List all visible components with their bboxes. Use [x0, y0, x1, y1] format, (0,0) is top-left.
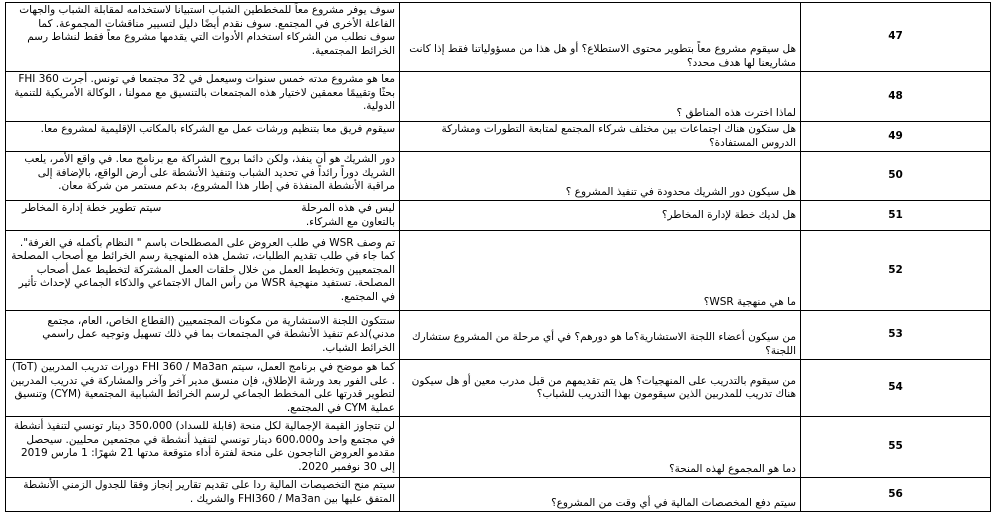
row-number: 55: [801, 417, 991, 478]
row-number: 48: [801, 72, 991, 122]
question-cell: هل لديك خطة لإدارة المخاطر؟: [400, 201, 801, 231]
table-row: [6, 311, 991, 360]
question-cell: لماذا اخترت هذه المناطق ؟: [400, 72, 801, 122]
table-row: [6, 201, 991, 231]
answer-lead: ليس في هذه المرحلة: [301, 202, 395, 214]
question-cell: من سيكون أعضاء اللجنة الاستشارية؟ما هو دورهم؟ في أي مرحلة من المشروع ستشارك اللجنة؟: [400, 311, 801, 360]
row-number: 52: [801, 231, 991, 311]
row-number: 56: [801, 478, 991, 512]
answer-cell: دور الشريك هو أن ينفذ، ولكن دائما بروح الشراكة مع برنامج معا. في واقع الأمر، يلعب الشريك دوراً رائداً في تحديد الشباب وتنفيذ الأنشطة على أرض الواقع، بالإضافة إلى مراقبة الأنشطة المنفذة في إطار هذا المشروع، بدعم مستمر من شركة معان.: [6, 152, 400, 201]
row-number: 53: [801, 311, 991, 360]
table-row: [6, 417, 991, 478]
answer-text: سيتم تطوير خطة إدارة المخاطر بالتعاون مع الشركاء.: [22, 202, 395, 228]
row-number: 49: [801, 122, 991, 152]
answer-cell: كما هو موضح في برنامج العمل، سيتم FHI 360 / Ma3an دورات تدريب المدربين (ToT) . على الفور بعد ورشة الإطلاق، فإن منسق مدير آخر وآخر والمشاركة في تدريب المدربين لتطوير قدرتها على المخطط الجماعي لرسم الخرائط الشبابية المجتمعية (CYM) وتنسيق عملية CYM في المجتمع.: [6, 360, 400, 417]
question-cell: دما هو المجموع لهذه المنحة؟: [400, 417, 801, 478]
table-row: [6, 72, 991, 122]
row-number: 51: [801, 201, 991, 231]
answer-cell: لن تتجاوز القيمة الإجمالية لكل منحة (قابلة للسداد) 350،000 دينار تونسي لتنفيذ أنشطة في مجتمع واحد و600،000 دينار تونسي لتنفيذ أنشطة في مجتمعين محليين. سيحصل مقدمو العروض الناجحون على منحة لفترة أداء متوقعة مدتها 21 شهرًا: 1 مارس 2019 إلى 30 نوفمبر 2020.: [6, 417, 400, 478]
question-cell: هل سيقوم مشروع معاً بتطوير محتوى الاستطلاع؟ أو هل هذا من مسؤولياتنا فقط إذا كانت مشاريعنا لها هدف محدد؟: [400, 3, 801, 72]
question-cell: هل ستكون هناك اجتماعات بين مختلف شركاء المجتمع لمتابعة التطورات ومشاركة الدروس المستفادة؟: [400, 122, 801, 152]
answer-cell: سيتم منح التخصيصات المالية ردا على تقديم تقارير إنجاز وفقا للجدول الزمني الأنشطة المتفق عليها بين FHI360 / Ma3an والشريك .: [6, 478, 400, 512]
answer-cell: تم وصف WSR في طلب العروض على المصطلحات باسم " النظام بأكمله في الغرفة". كما جاء في طلب تقديم الطلبات، تشمل هذه المنهجية رسم الخرائط مع أصحاب المصلحة المجتمعيين وتخطيط العمل من خلال حلقات العمل المشتركة لتخطيط عمل أصحاب المصلحة. تستفيد منهجية WSR من رأس المال الاجتماعي والذكاء الجماعي لإحداث تأثير في المجتمع.: [6, 231, 400, 311]
row-number: 54: [801, 360, 991, 417]
table-row: [6, 231, 991, 311]
row-number: 47: [801, 3, 991, 72]
answer-cell: ستتكون اللجنة الاستشارية من مكونات المجتمعيين (القطاع الخاص، العام، مجتمع مدني)لدعم تنفيذ الأنشطة في المجتمعات بما في ذلك تسهيل وتوجيه عمل راسمي الخرائط الشباب.: [6, 311, 400, 360]
answer-cell: معا هو مشروع مدته خمس سنوات وسيعمل في 32 مجتمعا في تونس. أجرت FHI 360 بحثًا وتقييمًا معمقين لاختيار هذه المجتمعات بالتنسيق مع ممولنا ، الوكالة الأمريكية للتنمية الدولية.: [6, 72, 400, 122]
question-cell: سيتم دفع المخصصات المالية في أي وقت من المشروع؟: [400, 478, 801, 512]
table-row: [6, 122, 991, 152]
question-cell: من سيقوم بالتدريب على المنهجيات؟ هل يتم تقديمهم من قبل مدرب معين أو هل سيكون هناك تدريب للمدربين الذين سيقومون بهذا التدريب للشباب؟: [400, 360, 801, 417]
qa-table: [5, 2, 991, 512]
table-row: [6, 478, 991, 512]
table-row: [6, 152, 991, 201]
question-cell: هل سيكون دور الشريك محدودة في تنفيذ المشروع ؟: [400, 152, 801, 201]
answer-cell: [6, 201, 400, 231]
answer-cell: سوف يوفر مشروع معاً للمخططين الشباب استبيانا لاستخدامه لمقابلة الشباب والجهات الفاعلة الأخرى في المجتمع. سوف نقدم أيضًا دليل لتسيير مناقشات المجموعة. كما سوف نطلب من الشركاء استخدام الأدوات التي يقدمها مشروع معاً فقط لنشاط رسم الخرائط المجتمعية.: [6, 3, 400, 72]
question-cell: ما هي منهجية WSR؟: [400, 231, 801, 311]
answer-cell: سيقوم فريق معا بتنظيم ورشات عمل مع الشركاء بالمكاتب الإقليمية لمشروع معا.: [6, 122, 400, 152]
row-number: 50: [801, 152, 991, 201]
table-row: [6, 360, 991, 417]
table-row: [6, 3, 991, 72]
